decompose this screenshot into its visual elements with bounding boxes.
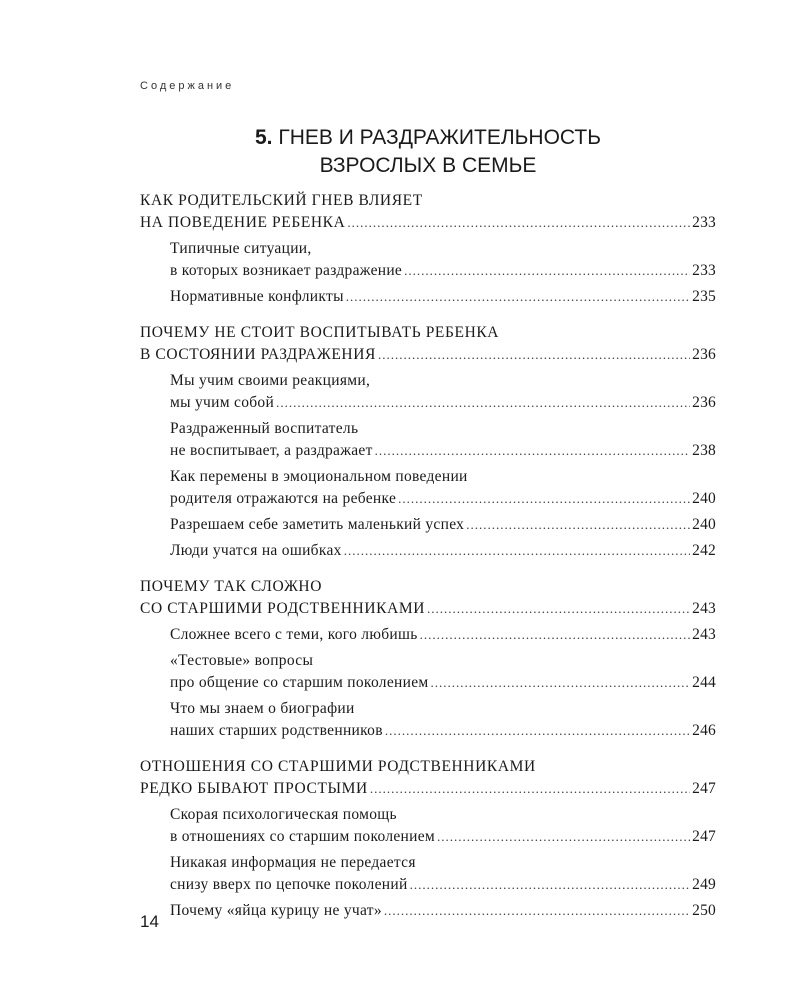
dot-leader — [427, 598, 690, 620]
toc-page-number: 250 — [692, 902, 716, 919]
dot-leader — [384, 900, 690, 922]
toc-section-title-line-2: В СОСТОЯНИИ РАЗДРАЖЕНИЯ — [140, 346, 376, 363]
toc-section-title-line-1: ПОЧЕМУ НЕ СТОИТ ВОСПИТЫВАТЬ РЕБЕНКА — [140, 324, 500, 341]
toc-entry-line-1: Раздраженный воспитатель — [170, 420, 359, 437]
toc-section-title-line-2: СО СТАРШИМИ РОДСТВЕННИКАМИ — [140, 600, 426, 617]
toc-page-number: 240 — [692, 490, 716, 507]
chapter-title-line-2: ВЗРОСЛЫХ В СЕМЬЕ — [319, 154, 537, 177]
toc-page-number: 249 — [692, 876, 716, 893]
dot-leader — [370, 778, 690, 800]
toc-entry-line-2: в отношениях со старшим поколением — [170, 828, 436, 845]
table-of-contents — [140, 190, 716, 922]
dot-leader — [385, 720, 690, 742]
toc-page-number: 247 — [692, 780, 716, 797]
dot-leader — [404, 260, 690, 282]
toc-section — [140, 322, 716, 562]
toc-entry[interactable] — [170, 466, 716, 510]
toc-entry[interactable] — [170, 286, 716, 308]
toc-entry[interactable] — [170, 514, 716, 536]
chapter-title-line-1 — [140, 124, 716, 152]
toc-section-title-line-2: РЕДКО БЫВАЮТ ПРОСТЫМИ — [140, 780, 368, 797]
page-folio-number: 14 — [140, 912, 159, 931]
toc-section — [140, 756, 716, 922]
toc-section — [140, 190, 716, 308]
toc-entry[interactable] — [170, 540, 716, 562]
toc-page-number: 233 — [692, 262, 716, 279]
chapter-number: 5. — [254, 126, 273, 149]
toc-page-number: 236 — [692, 346, 716, 363]
toc-entry[interactable] — [170, 370, 716, 414]
toc-entry[interactable] — [170, 238, 716, 282]
toc-entry[interactable] — [170, 698, 716, 742]
dot-leader — [276, 392, 690, 414]
toc-entry-title: Почему «яйца курицу не учат» — [170, 902, 382, 919]
toc-section-title-line-1: ОТНОШЕНИЯ СО СТАРШИМИ РОДСТВЕННИКАМИ — [140, 758, 536, 775]
toc-entry-line-2: в которых возникает раздражение — [170, 262, 403, 279]
dot-leader — [398, 488, 690, 510]
toc-page-number: 246 — [692, 722, 716, 739]
toc-entry-line-2: не воспитывает, а раздражает — [170, 442, 373, 459]
toc-entry[interactable] — [170, 624, 716, 646]
chapter-title — [140, 124, 716, 180]
toc-page-number: 243 — [692, 600, 716, 617]
toc-page-number: 238 — [692, 442, 716, 459]
toc-section-heading[interactable] — [140, 576, 716, 620]
toc-entry-title: Нормативные конфликты — [170, 288, 344, 305]
chapter-title-text-1: ГНЕВ И РАЗДРАЖИТЕЛЬНОСТЬ — [278, 126, 602, 149]
toc-entry-line-1: Как перемены в эмоциональном поведении — [170, 468, 468, 485]
dot-leader — [344, 540, 690, 562]
toc-entry-line-1: «Тестовые» вопросы — [170, 652, 314, 669]
toc-page-number: 243 — [692, 626, 716, 643]
toc-entry-title: Сложнее всего с теми, кого любишь — [170, 626, 418, 643]
toc-entry-title: Разрешаем себе заметить маленький успех — [170, 516, 465, 533]
dot-leader — [378, 344, 690, 366]
toc-section-title-line-1: КАК РОДИТЕЛЬСКИЙ ГНЕВ ВЛИЯЕТ — [140, 192, 423, 209]
toc-page-number: 233 — [692, 214, 716, 231]
toc-page-number: 244 — [692, 674, 716, 691]
toc-entry-line-2: снизу вверх по цепочке поколений — [170, 876, 408, 893]
toc-entry[interactable] — [170, 804, 716, 848]
toc-entry[interactable] — [170, 650, 716, 694]
toc-page-number: 240 — [692, 516, 716, 533]
toc-section-heading[interactable] — [140, 756, 716, 800]
toc-entry-line-2: родителя отражаются на ребенке — [170, 490, 397, 507]
toc-entry-line-2: про общение со старшим поколением — [170, 674, 429, 691]
toc-entry-line-2: мы учим собой — [170, 394, 275, 411]
toc-page-number: 235 — [692, 288, 716, 305]
toc-entry-line-2: наших старших родственников — [170, 722, 383, 739]
toc-entry-line-1: Скорая психологическая помощь — [170, 806, 397, 823]
toc-page-number: 242 — [692, 542, 716, 559]
toc-page-number: 236 — [692, 394, 716, 411]
toc-entry[interactable] — [170, 852, 716, 896]
dot-leader — [347, 212, 690, 234]
toc-entry-line-1: Мы учим своими реакциями, — [170, 372, 371, 389]
dot-leader — [420, 624, 691, 646]
dot-leader — [466, 514, 690, 536]
toc-entry-title: Люди учатся на ошибках — [170, 542, 342, 559]
toc-entry-line-1: Типичные ситуации, — [170, 240, 312, 257]
toc-entry-line-1: Никакая информация не передается — [170, 854, 416, 871]
dot-leader — [410, 874, 691, 896]
toc-section — [140, 576, 716, 742]
toc-page-number: 247 — [692, 828, 716, 845]
toc-entry-line-1: Что мы знаем о биографии — [170, 700, 355, 717]
toc-entry[interactable] — [170, 900, 716, 922]
dot-leader — [430, 672, 690, 694]
dot-leader — [375, 440, 690, 462]
toc-section-title-line-1: ПОЧЕМУ ТАК СЛОЖНО — [140, 578, 323, 595]
dot-leader — [346, 286, 690, 308]
running-head: Содержание — [140, 80, 235, 92]
toc-entry[interactable] — [170, 418, 716, 462]
dot-leader — [437, 826, 690, 848]
toc-section-title-line-2: НА ПОВЕДЕНИЕ РЕБЕНКА — [140, 214, 346, 231]
toc-section-heading[interactable] — [140, 322, 716, 366]
toc-section-heading[interactable] — [140, 190, 716, 234]
